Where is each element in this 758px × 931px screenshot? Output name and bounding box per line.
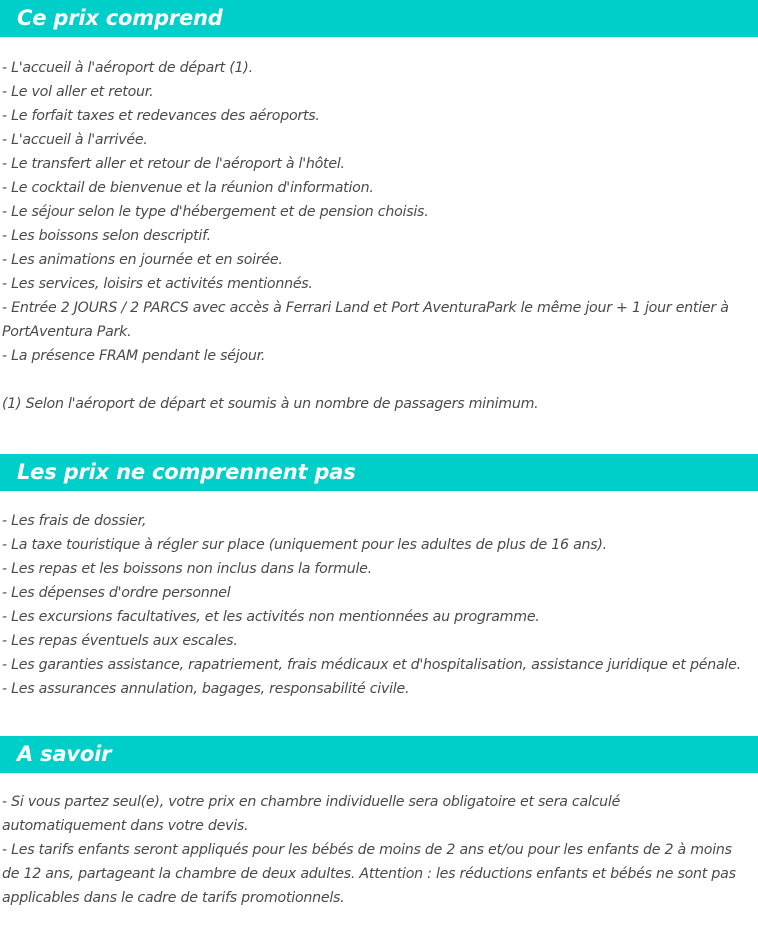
section-title-a-savoir: A savoir <box>17 742 112 766</box>
list-item: - Les services, loisirs et activités mentionnés. <box>2 276 313 292</box>
list-item: - Les garanties assistance, rapatriement, frais médicaux et d'hospitalisation, assistance juridique et pénale. <box>2 657 741 673</box>
spacer-between-section-2-and-3 <box>0 701 758 736</box>
list-item: - Le forfait taxes et redevances des aéroports. <box>2 108 320 124</box>
section-ce-prix-comprend <box>0 0 758 416</box>
list-item: - Les tarifs enfants seront appliqués pour les bébés de moins de 2 ans et/ou pour les enfants de 2 à moins de 12 ans, partageant la chambre de deux adultes. Attention : les réductions enfants et bébés ne sont pas applicables dans le cadre de tarifs promotionnels. <box>2 842 736 906</box>
list-item: - Les boissons selon descriptif. <box>2 228 211 244</box>
section-header-bar-3 <box>0 736 758 773</box>
list-item: - Les assurances annulation, bagages, responsabilité civile. <box>2 681 410 697</box>
list-item: - Entrée 2 JOURS / 2 PARCS avec accès à Ferrari Land et Port AventuraPark le même jour + 1 jour entier à PortAventura Park. <box>2 300 729 340</box>
list-item: - Le transfert aller et retour de l'aéroport à l'hôtel. <box>2 156 345 172</box>
list-item: - Le séjour selon le type d'hébergement et de pension choisis. <box>2 204 429 220</box>
list-item: - L'accueil à l'arrivée. <box>2 132 148 148</box>
list-item: - Les repas éventuels aux escales. <box>2 633 238 649</box>
list-item: - Les animations en journée et en soirée. <box>2 252 283 268</box>
spacer-before-footnote-1 <box>2 368 748 392</box>
list-item: - Les excursions facultatives, et les activités non mentionnées au programme. <box>2 609 540 625</box>
list-item: - Si vous partez seul(e), votre prix en chambre individuelle sera obligatoire et sera calculé automatiquement dans votre devis. <box>2 794 621 834</box>
list-item: - Le cocktail de bienvenue et la réunion d'information. <box>2 180 374 196</box>
list-item: - La taxe touristique à régler sur place (uniquement pour les adultes de plus de 16 ans). <box>2 537 607 553</box>
footnote-1: (1) Selon l'aéroport de départ et soumis à un nombre de passagers minimum. <box>2 396 539 412</box>
list-item: - Les repas et les boissons non inclus dans la formule. <box>2 561 372 577</box>
section-body-a-savoir <box>0 790 758 910</box>
spacer-between-section-1-and-2 <box>0 416 758 454</box>
list-item: - La présence FRAM pendant le séjour. <box>2 348 266 364</box>
section-body-les-prix-ne-comprennent-pas <box>0 509 758 701</box>
list-item: - L'accueil à l'aéroport de départ (1). <box>2 60 253 76</box>
list-item: - Les dépenses d'ordre personnel <box>2 585 231 601</box>
section-title-les-prix-ne-comprennent-pas: Les prix ne comprennent pas <box>17 460 356 484</box>
spacer-after-header-1 <box>0 37 758 56</box>
section-header-bar-1 <box>0 0 758 37</box>
spacer-after-header-2 <box>0 491 758 509</box>
section-title-ce-prix-comprend: Ce prix comprend <box>17 6 223 30</box>
list-item: - Les frais de dossier, <box>2 513 147 529</box>
section-a-savoir <box>0 736 758 910</box>
section-header-bar-2 <box>0 454 758 491</box>
spacer-after-header-3 <box>0 773 758 790</box>
list-item: - Le vol aller et retour. <box>2 84 154 100</box>
section-les-prix-ne-comprennent-pas <box>0 454 758 701</box>
section-body-ce-prix-comprend <box>0 56 758 416</box>
